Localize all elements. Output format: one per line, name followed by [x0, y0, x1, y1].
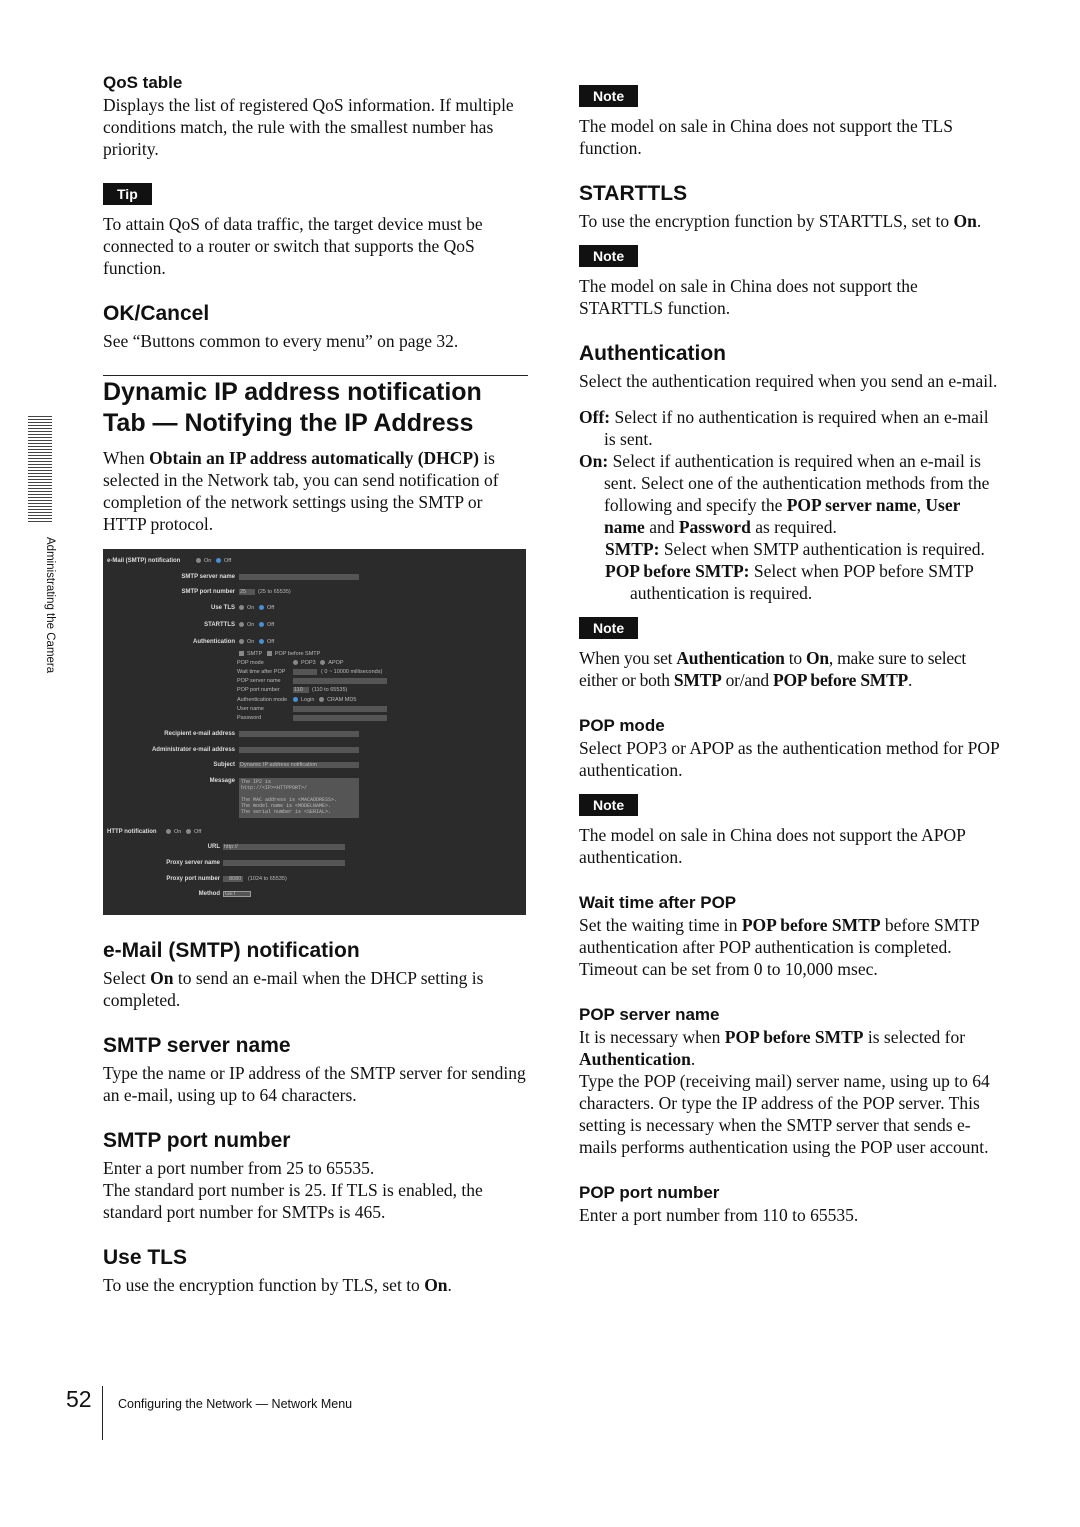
- ok-cancel-heading: OK/Cancel: [103, 302, 210, 325]
- section-rule: [103, 375, 528, 439]
- left-column: [103, 72, 528, 1296]
- settings-screenshot: e-Mail (SMTP) notification On Off SMTP server name SMTP port number 25 (25 to 65535) Use TLS On Off STARTTLS On Off Authentication On Off SMTP POP before SMTP POP mode POP3 APOP Wait time after POP ( 0 ~ 10000 milliseconds) POP server name POP port number 110 (110 to 65535) Authentication mode Login CRAM MD5 User name Password Recipient e-mail address Administrator e-mail address Subject Dynamic IP address notification Message The IP2 is http://<IP><HTTPPORT>/ The MAC address is <MACADDRESS>. The model name is <MODELNAME>. The serial number is <SERIAL>. HTTP notification On Off URL http:// Proxy server name Proxy port number 8080 (1024 to 65535) Method GET: [103, 549, 526, 915]
- smtp-server-text: Type the name or IP address of the SMTP server for sending an e-mail, using up to 64 characters.: [103, 1063, 526, 1105]
- use-tls-text: To use the encryption function by TLS, set to On.: [103, 1275, 452, 1295]
- pop-server-text-2: Type the POP (receiving mail) server name, using up to 64 characters. Or type the IP address of the POP server. This setting is necessary when the SMTP server that sends e-mails performs authentication using the POP user account.: [579, 1071, 990, 1157]
- shot-email-label: e-Mail (SMTP) notification: [107, 558, 181, 564]
- note-badge-1: Note: [579, 85, 638, 107]
- sidebar-tab-lines: [28, 416, 52, 522]
- qos-table-heading: QoS table: [103, 73, 183, 92]
- page-number: 52: [66, 1386, 92, 1412]
- ok-cancel-text: See “Buttons common to every menu” on page 32.: [103, 331, 459, 351]
- note-badge-2: Note: [579, 245, 638, 267]
- smtp-port-text-1: Enter a port number from 25 to 65535.: [103, 1158, 375, 1178]
- auth-on-item: On: Select if authentication is required when an e-mail is sent. Select one of the authentication methods from the following and specify the POP server name, User name and Password as required.: [579, 451, 990, 537]
- tip-text: To attain QoS of data traffic, the target device must be connected to a router or switch that supports the QoS function.: [103, 214, 483, 278]
- authentication-text: Select the authentication required when you send an e-mail.: [579, 371, 998, 391]
- sidebar-label: Administrating the Camera: [44, 537, 56, 674]
- smtp-port-text-2: The standard port number is 25. If TLS is enabled, the standard port number for SMTPs is 465.: [103, 1180, 483, 1222]
- shot-smtp-server-field: [239, 574, 359, 580]
- pop-mode-heading: POP mode: [579, 716, 665, 735]
- shot-message-box: The IP2 is http://<IP><HTTPPORT>/ The MAC address is <MACADDRESS>. The model name is <MODELNAME>. The serial number is <SERIAL>.: [239, 778, 359, 818]
- wait-time-text: Set the waiting time in POP before SMTP before SMTP authentication after POP authentication is completed. Timeout can be set from 0 to 10,000 msec.: [579, 915, 980, 979]
- right-column: [579, 85, 1004, 1226]
- footer-text: Configuring the Network — Network Menu: [118, 1397, 353, 1411]
- pop-server-heading: POP server name: [579, 1005, 720, 1024]
- section-title: [103, 377, 528, 439]
- qos-table-text: Displays the list of registered QoS information. If multiple conditions match, the rule with the smallest number has priority.: [103, 95, 514, 159]
- shot-smtp-port-label: SMTP port number: [181, 589, 235, 595]
- pop-server-text-1: It is necessary when POP before SMTP is selected for Authentication.: [579, 1027, 966, 1069]
- pop-mode-text: Select POP3 or APOP as the authentication method for POP authentication.: [579, 738, 1000, 780]
- note-3-text: When you set Authentication to On, make sure to select either or both SMTP or/and POP before SMTP.: [579, 648, 967, 690]
- shot-message-label: Message: [209, 778, 235, 784]
- tip-badge: Tip: [103, 183, 152, 205]
- wait-time-heading: Wait time after POP: [579, 893, 737, 912]
- starttls-text: To use the encryption function by STARTTLS, set to On.: [579, 211, 982, 231]
- smtp-server-heading: SMTP server name: [103, 1034, 291, 1057]
- note-badge-3: Note: [579, 617, 638, 639]
- authentication-heading: Authentication: [579, 342, 726, 365]
- shot-starttls-label: STARTTLS: [204, 622, 235, 628]
- shot-recipient-label: Recipient e-mail address: [164, 731, 235, 737]
- email-smtp-heading: e-Mail (SMTP) notification: [103, 939, 360, 962]
- note-badge-4: Note: [579, 794, 638, 816]
- shot-subject-label: Subject: [213, 762, 235, 768]
- use-tls-heading: Use TLS: [103, 1246, 188, 1269]
- note-4-text: The model on sale in China does not support the APOP authentication.: [579, 825, 966, 867]
- auth-pop-before-smtp-item: POP before SMTP: Select when POP before SMTP authentication is required.: [605, 561, 974, 603]
- section-intro: When Obtain an IP address automatically (DHCP) is selected in the Network tab, you can send notification of completion of the network settings using the SMTP or HTTP protocol.: [103, 448, 499, 534]
- smtp-port-heading: SMTP port number: [103, 1129, 291, 1152]
- starttls-heading: STARTTLS: [579, 182, 688, 205]
- email-smtp-text: Select On to send an e-mail when the DHCP setting is completed.: [103, 968, 484, 1010]
- shot-auth-label: Authentication: [193, 639, 235, 645]
- shot-tls-label: Use TLS: [210, 605, 235, 611]
- auth-smtp-item: SMTP: Select when SMTP authentication is required.: [605, 539, 985, 559]
- shot-smtp-server-label: SMTP server name: [181, 574, 235, 580]
- section-title-line1: Dynamic IP address notification: [103, 378, 482, 406]
- shot-http-label: HTTP notification: [107, 829, 157, 835]
- footer-divider: [102, 1386, 103, 1440]
- auth-off-item: Off: Select if no authentication is required when an e-mail is sent.: [579, 407, 989, 449]
- section-title-line2: Tab — Notifying the IP Address: [103, 409, 474, 437]
- note-2-text: The model on sale in China does not support the STARTTLS function.: [579, 276, 918, 318]
- pop-port-text: Enter a port number from 110 to 65535.: [579, 1205, 859, 1225]
- shot-email-radios: On Off: [196, 558, 231, 564]
- pop-port-heading: POP port number: [579, 1183, 720, 1202]
- note-1-text: The model on sale in China does not support the TLS function.: [579, 116, 953, 158]
- shot-admin-label: Administrator e-mail address: [151, 747, 235, 753]
